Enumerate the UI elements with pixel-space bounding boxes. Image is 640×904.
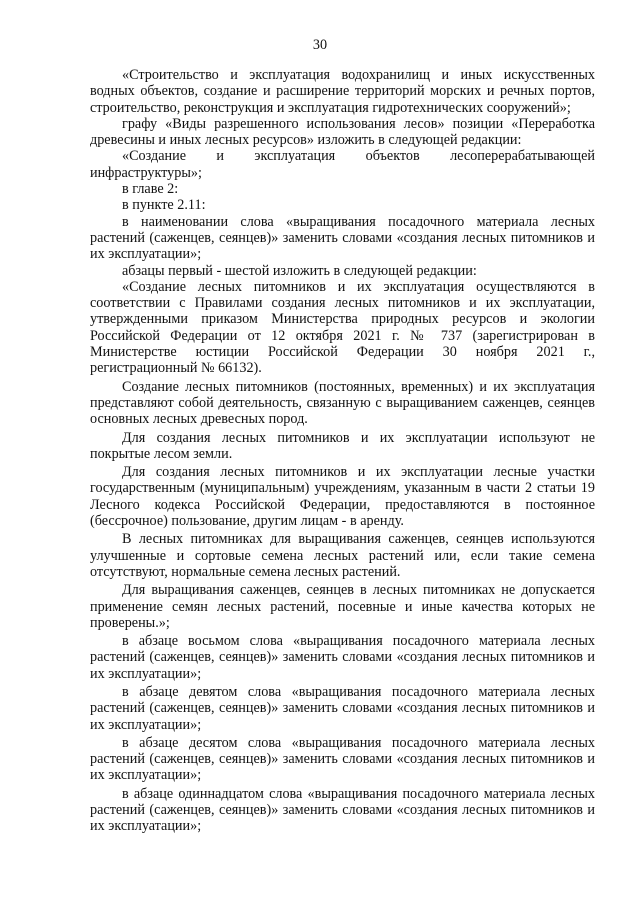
paragraph: Для выращивания саженцев, сеянцев в лесных питомниках не допускается применение семян лесных растений, посевные и иные качества которых не проверены.»;: [90, 582, 595, 631]
paragraph: Для создания лесных питомников и их эксплуатации используют не покрытые лесом земли.: [90, 429, 595, 462]
paragraph: в абзаце десятом слова «выращивания посадочного материала лесных растений (саженцев, сеянцев)» заменить словами «создания лесных питомников и их эксплуатации»;: [90, 734, 595, 784]
paragraph: в абзаце восьмом слова «выращивания посадочного материала лесных растений (саженцев, сеянцев)» заменить словами «создания лесных питомников и их эксплуатации»;: [90, 633, 595, 682]
paragraph: абзацы первый - шестой изложить в следующей редакции:: [122, 262, 477, 279]
paragraph: в пункте 2.11:: [122, 197, 206, 214]
paragraph: Для создания лесных питомников и их эксплуатации лесные участки государственным (муниципальным) учреждениям, указанным в части 2 статьи 19 Лесного кодекса Российской Федерации, предоставляются в постоянное (бессрочное) пользование, другим лицам - в аренду.: [90, 464, 595, 530]
paragraph: в главе 2:: [122, 181, 179, 198]
paragraph: В лесных питомниках для выращивания саженцев, сеянцев используются улучшенные и сортовые семена лесных растений или, если такие семена отсутствуют, нормальные семена лесных растений.: [90, 531, 595, 580]
paragraph: «Строительство и эксплуатация водохранилищ и иных искусственных водных объектов, создание и расширение территорий морских и речных портов, строительство, реконструкция и эксплуатация гидротехнических сооружений»;: [90, 67, 595, 116]
document-body: [90, 67, 595, 835]
paragraph: в абзаце одиннадцатом слова «выращивания посадочного материала лесных растений (саженцев, сеянцев)» заменить словами «создания лесных питомников и их эксплуатации»;: [90, 785, 595, 835]
paragraph: Создание лесных питомников (постоянных, временных) и их эксплуатация представляют собой деятельность, связанную с выращиванием саженцев, сеянцев основных лесных древесных пород.: [90, 378, 595, 428]
paragraph: «Создание и эксплуатация объектов лесоперерабатывающей инфраструктуры»;: [90, 148, 595, 181]
paragraph: «Создание лесных питомников и их эксплуатация осуществляются в соответствии с Правилами создания лесных питомников и их эксплуатации, утвержденными приказом Министерства природных ресурсов и экологии Российской Федерации от 12 октября 2021 г. № 737 (зарегистрирован в Министерстве юстиции Российской Федерации 30 ноября 2021 г., регистрационный № 66132).: [90, 278, 595, 377]
paragraph: графу «Виды разрешенного использования лесов» позиции «Переработка древесины и иных лесных ресурсов» изложить в следующей редакции:: [90, 115, 595, 149]
paragraph: в наименовании слова «выращивания посадочного материала лесных растений (саженцев, сеянцев)» заменить словами «создания лесных питомников и их эксплуатации»;: [90, 213, 595, 263]
paragraph: в абзаце девятом слова «выращивания посадочного материала лесных растений (саженцев, сеянцев)» заменить словами «создания лесных питомников и их эксплуатации»;: [90, 683, 595, 733]
page-number: 30: [312, 37, 328, 53]
